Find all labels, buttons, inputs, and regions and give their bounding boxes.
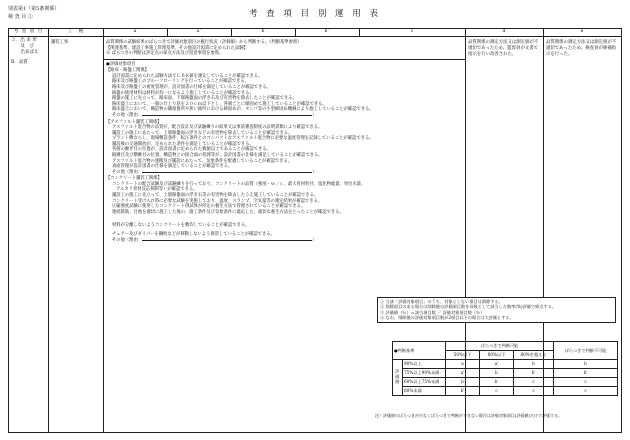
evaluation-items: [104, 60, 465, 245]
list-item: チェアー及びダイバーを鋼桁などが移動しないよう保管していることが確認できる。: [112, 231, 275, 237]
header-row: [9, 29, 622, 37]
list-item: 表面管理が設計図書の仕様を満足していることが確認できる。: [112, 164, 233, 170]
category-main-1: ３．出 来 形: [11, 38, 37, 43]
judge-subcol-2: 80%以下: [480, 351, 514, 360]
category-main-3: 出来ばえ: [11, 49, 39, 55]
judge-row-label: 評価値: [393, 360, 403, 396]
list-item: 材料が分離しないようコンクリートを敷均していることが確認できる。: [112, 223, 250, 229]
table-cell: a': [446, 369, 480, 378]
category-main-2: 及 び: [11, 43, 34, 49]
intro-line-2: 【関連基準、建設工事施工管理基準、その他設計図書に定められた試験】: [106, 45, 248, 51]
table-cell: c: [480, 387, 514, 396]
form-reference: 別表第1（第5条関係）: [8, 6, 60, 12]
judgment-footnote: 注）評価値のばらつきが少なくばらつきで判断ができない場合は評価対象項目(評価値)だけで評価する。: [375, 413, 563, 418]
table-cell: c: [514, 378, 554, 387]
table-cell: c: [554, 378, 618, 387]
list-item: 圧縮強度試験に使用したコンクリート供試体が所定の養生方法で管理されていることが確認できる。: [112, 204, 306, 210]
table-cell: a: [446, 360, 480, 369]
other-reason-line: その他（理由： ）: [112, 237, 317, 243]
list-item: 路床盛土において、構造物の隣接箇所や狭い箇所における締固めが、タンパ等の小型締固め機械により施工していることが確認できる。: [112, 107, 374, 113]
list-item: アスファルト混合物の運搬及び舗設にあたって、気象条件を配慮していることが確認できる。: [112, 158, 293, 164]
table-cell: 60%未満: [403, 387, 446, 396]
col-header-a-prime: a': [168, 29, 232, 37]
reason-blank: [142, 115, 312, 116]
note-1: ① 当該「評価対象項目」のうち、対象としない項目は削除する。: [380, 299, 503, 304]
table-row: [393, 360, 618, 369]
other-label: その他（理由：: [112, 169, 143, 175]
table-row: [393, 387, 618, 396]
table-cell: b': [554, 369, 618, 378]
other-label: その他（理由：: [112, 112, 143, 118]
worktype-cell: [49, 37, 104, 433]
list-item: 舗設後の交通開放が、定められた条件を満足していることが確認できる。: [112, 141, 254, 147]
list-item: プラント敷ならし、現場敷設条件、転圧条件とのコンパクトなアスファルト混合物に必要な温度管理を記録していることが確認できる。: [112, 136, 374, 142]
col-header-worktype: 工 種: [49, 29, 104, 37]
col-header-b: b: [232, 29, 296, 37]
reason-blank: [142, 172, 312, 173]
table-cell: b: [514, 360, 554, 369]
document-title: 考 査 項 目 別 運 用 表: [249, 9, 381, 19]
criteria-intro: [104, 37, 465, 60]
judge-subcol-1: 50%以下: [446, 351, 480, 360]
col-header-e: e: [544, 29, 622, 37]
list-item: 路床及び路盤工の密度管理が、設計図書の仕様を満足していることが確認できる。: [112, 85, 271, 91]
col-header-d: d: [466, 29, 544, 37]
list-item: コンクリート受け入れ時に必要な試験を実施しており、温度、スランプ、空気量等の測定結果が確認できる。: [112, 198, 323, 204]
table-cell: c: [554, 387, 618, 396]
table-cell: 90%以上: [403, 360, 446, 369]
table-cell: 60%以上75%未満: [403, 378, 446, 387]
judge-head-possible: ばらつきで判断可能: [446, 342, 554, 351]
intro-line-3: ※ ばらつきの判断は評定点の採点方法及び留意事項を参照。: [106, 51, 224, 57]
table-cell: b': [446, 387, 480, 396]
other-reason-line: その他（理由： ）: [112, 112, 317, 118]
list-item: 路盤の使用材料は材料が均一になるよう施工していることが確認できる。: [112, 90, 254, 96]
table-cell: a': [480, 360, 514, 369]
list-item: アスファルト混合物の品質が、配合設計及び試験練りの結果又は事前審査制度の証明書類により確認できる。: [112, 125, 323, 131]
table-cell: b': [514, 369, 554, 378]
list-item: 舗設工の施工にあたって、上層路盤面の浮きなどの有害物を除去していることが確認できる。: [112, 130, 293, 136]
table-cell: b': [480, 378, 514, 387]
list-item: 縦継目及び横継目の位置、構造物との接合面の処理等が、設計図書の仕様を満足していることが確認できる。: [112, 152, 323, 158]
notes-box: [377, 297, 616, 323]
reason-blank: [142, 240, 312, 241]
note-2: ② 削除項目のある場合は削除後の評価項目数を母数として該当した数率(%)評価で採点する。: [380, 304, 557, 310]
category-sub: Ⅱ．品質: [11, 59, 28, 65]
section-title-subgrade: 【路床・路盤工関係】: [106, 68, 149, 74]
table-cell: c: [514, 387, 554, 396]
col-header-item: 考 査 項 目: [9, 29, 49, 37]
col-header-b-prime: b': [296, 29, 360, 37]
judgment-criteria-table: [392, 341, 618, 396]
judge-subcol-3: 80%を超える: [514, 351, 554, 360]
category-cell: [9, 37, 49, 433]
table-cell: b: [554, 360, 618, 369]
section-title-asphalt: 【アスファルト舗装工関係】: [106, 119, 162, 125]
list-item: 連続鉄筋、目地を適切に施工した後の、施工条件及び気象条件に適応した、適切な養生方法をとったことが確認できる。: [112, 209, 344, 215]
note-3: ③ 評価値（％）＝該当項目数 ／ 評価対象項目数（％）: [380, 309, 485, 315]
column-d-note: 品質関係の測定方法又は測定値が不適切であったため、監督員が文書で指示を行い改善された。: [466, 37, 544, 433]
list-item: 設計図書に定められた試験方法でＣＢＲ値を測定していることが確認できる。: [112, 73, 263, 79]
list-item: アルカリ骨材反応抑制等）が確認できる。: [116, 187, 198, 193]
other-reason-line: その他（理由： ）: [112, 169, 317, 175]
list-item: 路盤の施工に先立って、路床面、下層路盤面の浮き石及び有害物を除去したことが確認できる。: [112, 96, 297, 102]
list-item: コンクリートの配合試験及び試験練りを行っており、コンクリートの品質（強度・ｗ／ｃ、最大骨材粒径、塩化物総量、単位水量、: [112, 181, 366, 187]
section-title-concrete: 【コンクリート舗装工関係】: [106, 176, 162, 182]
column-e-note: 品質関係の測定方法又は測定値が不適切であったため、検査員が修補指示を行った。: [544, 37, 622, 433]
note-4: ④ なお、削除後の評価対象項目数が2項目以下の場合は大評価とする。: [380, 315, 514, 321]
table-cell: b: [446, 378, 480, 387]
table-row: [393, 378, 618, 387]
table-cell: 75%以上90%未満: [403, 369, 446, 378]
list-item: 舗設工の施工に先立って、上層路盤面の浮き石等の有害物を除去したうえ施工していることが確認できる。: [112, 193, 319, 199]
worktype-label: 舗装工事: [51, 40, 69, 45]
col-header-c: c: [360, 29, 466, 37]
judge-title: ●判断基準: [393, 342, 446, 360]
intro-line-1: 品質関係の試験結果のばらつきで評価対象項目の履行状況（評価値）から判断する。《判断基準参照》: [106, 40, 302, 45]
eval-header: ●評価対象項目: [106, 61, 136, 67]
judge-head-impossible: ばらつきで判断不可能: [554, 342, 618, 360]
table-cell: b: [480, 369, 514, 378]
list-item: 路床及び路盤工のプルーフローリングを行っていることが確認できる。: [112, 79, 250, 85]
list-item: 各層の継ぎ目の位置が、設計図書に定められた数値以上であることが確認できる。: [112, 147, 271, 153]
table-row: [393, 369, 618, 378]
list-item: 路床盛土において、一層の仕上り厚を２０ｃｍ以下とし、各層ごとに締固めて施工していることが確認できる。: [112, 101, 327, 107]
other-label: その他（理由：: [112, 237, 143, 243]
col-header-a: a: [104, 29, 168, 37]
form-code: 検 査 目 ①: [8, 14, 33, 20]
